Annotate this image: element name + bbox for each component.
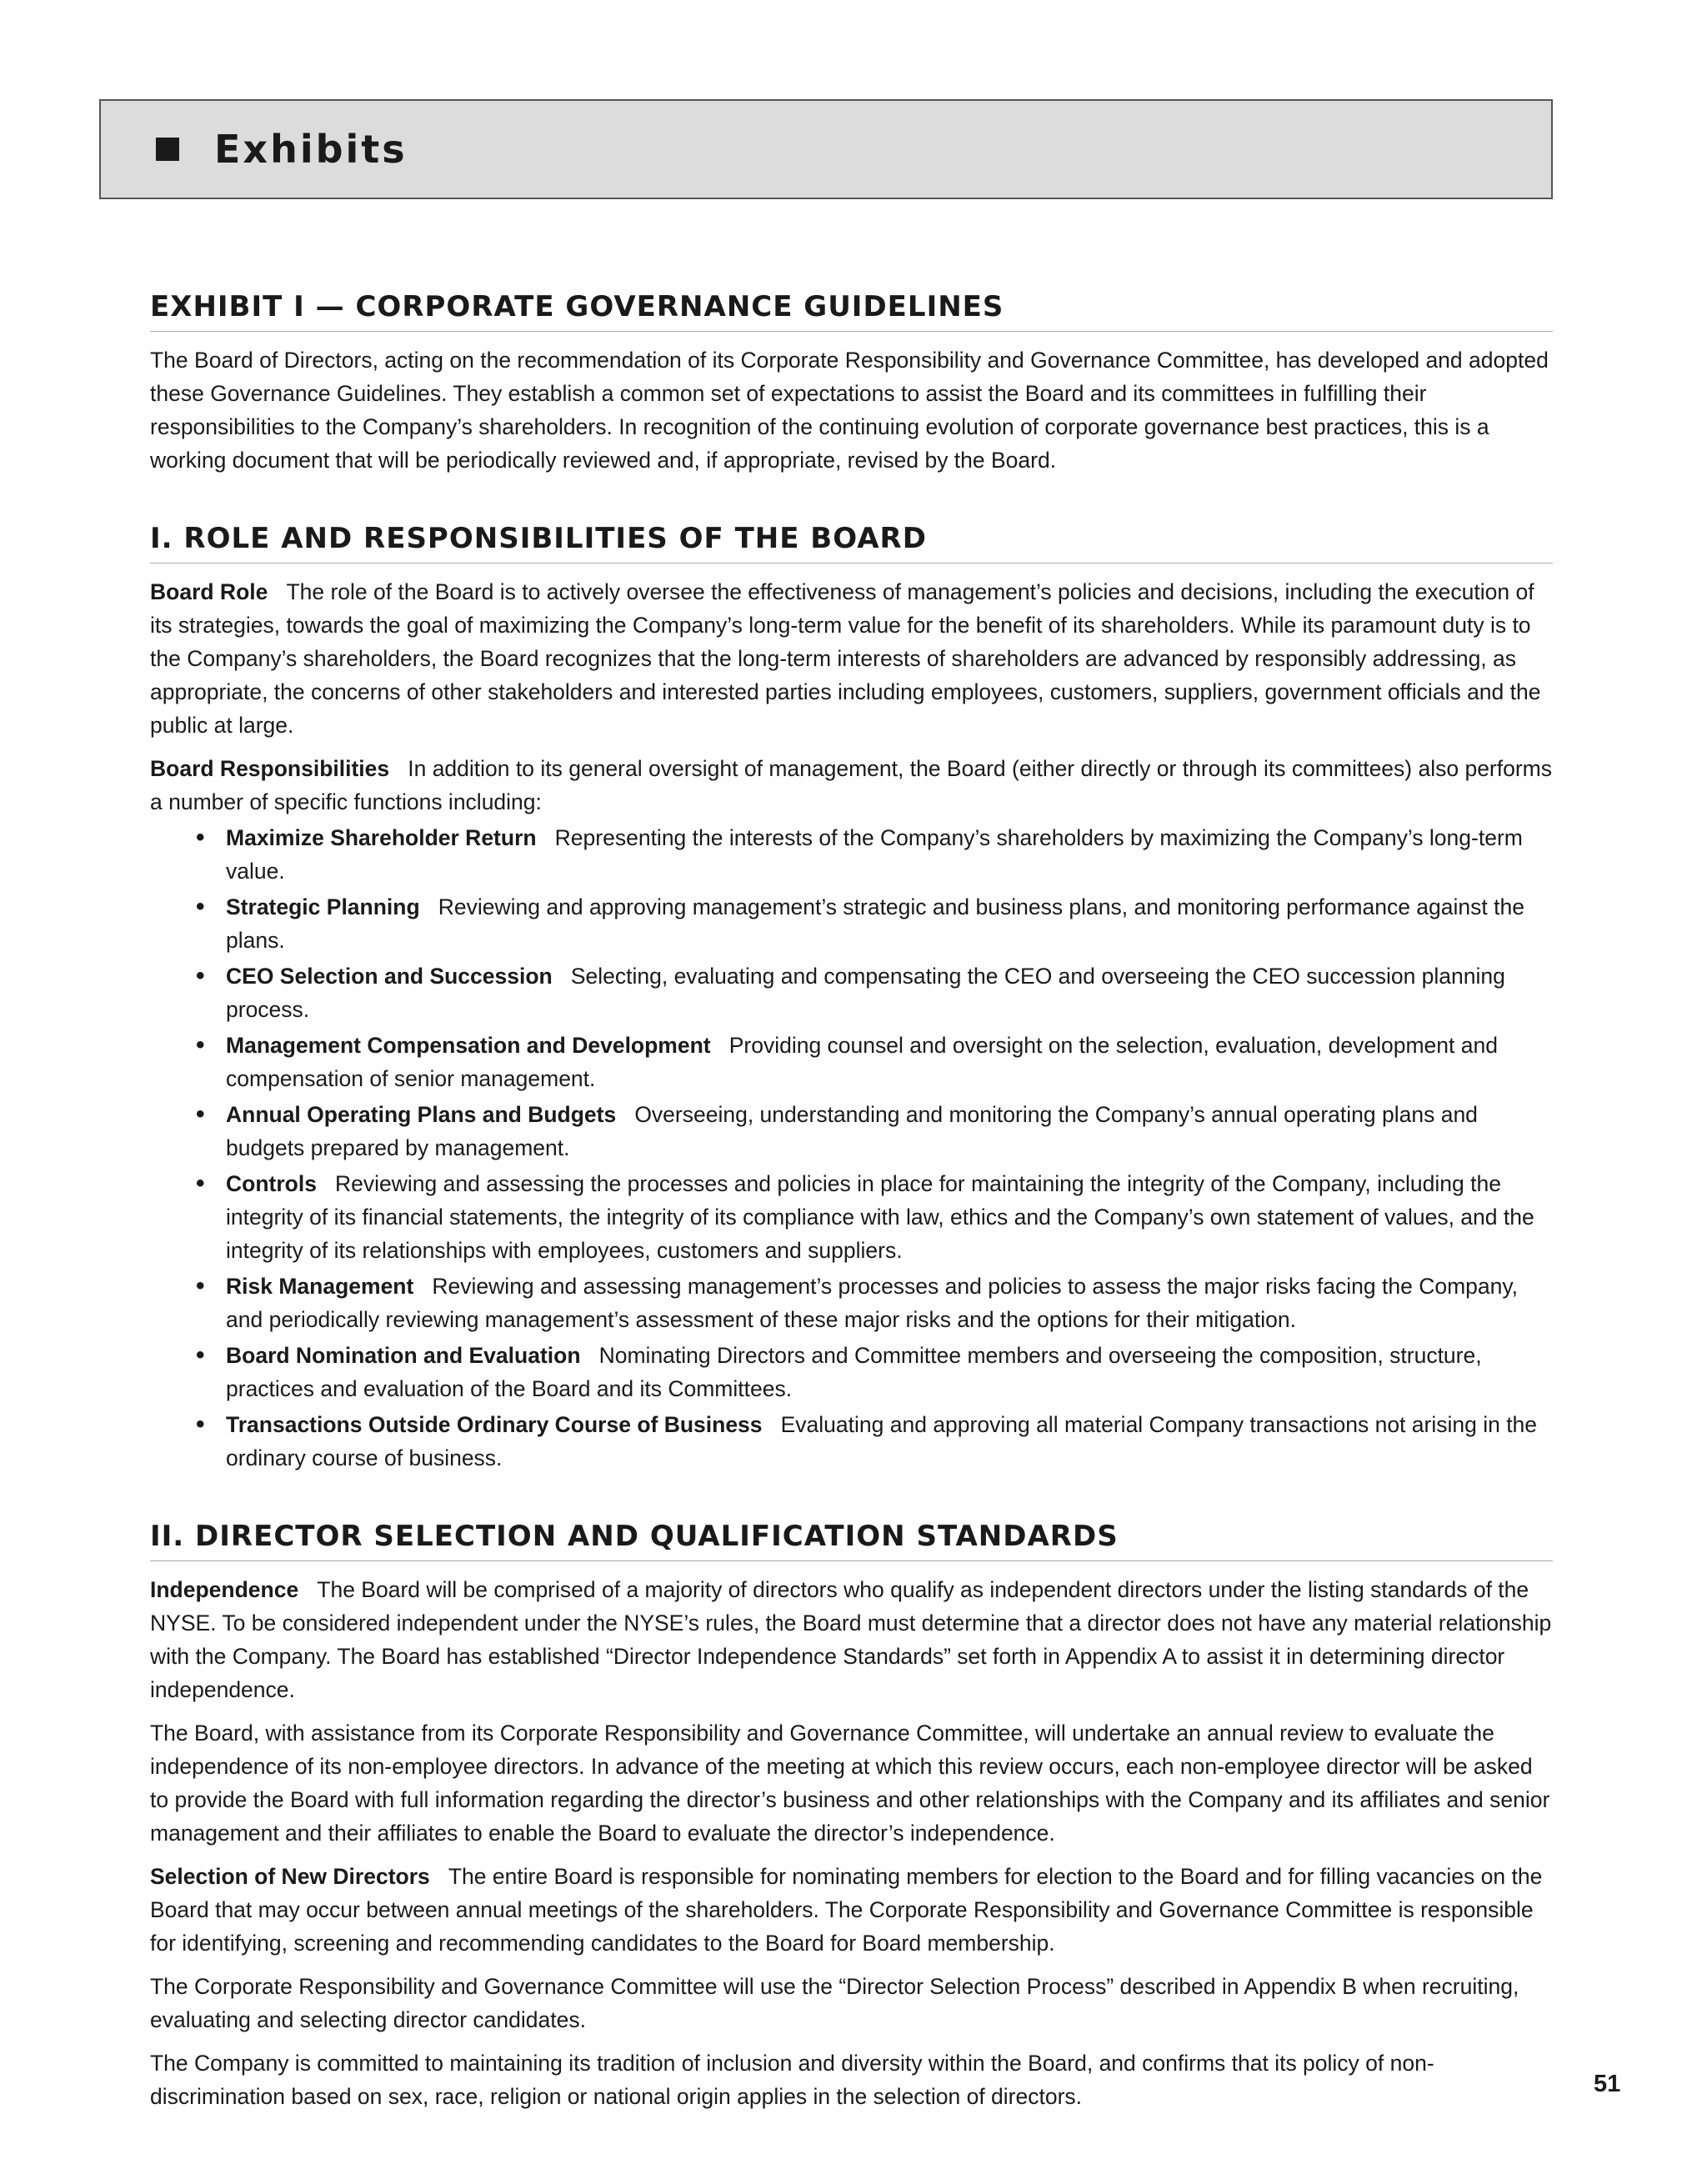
list-item [150, 1339, 1553, 1405]
selection-paragraph [150, 1860, 1553, 1960]
list-item-label: Annual Operating Plans and Budgets [226, 1102, 617, 1127]
list-item-text: Representing the interests of the Company’s shareholders by maximizing the Company’s long-term value. [226, 825, 1523, 884]
section-2-heading: II. DIRECTOR SELECTION AND QUALIFICATION STANDARDS [150, 1520, 1553, 1561]
list-item [150, 1098, 1553, 1165]
list-item-label: Transactions Outside Ordinary Course of Business [226, 1412, 763, 1437]
list-item-label: Controls [226, 1171, 317, 1196]
list-item-text: Providing counsel and oversight on the selection, evaluation, development and compensation of senior management. [226, 1033, 1498, 1091]
list-item-text: Evaluating and approving all material Company transactions not arising in the ordinary course of business. [226, 1412, 1538, 1470]
annual-review-paragraph: The Board, with assistance from its Corporate Responsibility and Governance Committee, will undertake an annual review to evaluate the independence of its non-employee directors. In advance of the meeting at which this review occurs, each non-employee director will be asked to provide the Board with full information regarding the director’s business and other relationships with the Company and its affiliates and senior management and their affiliates to enable the Board to evaluate the director’s independence. [150, 1721, 1550, 1846]
list-item-label: Strategic Planning [226, 894, 420, 919]
exhibit-intro: The Board of Directors, acting on the recommendation of its Corporate Responsibility and Governance Committee, has developed and adopted these Governance Guidelines. They establish a common set of expectations to assist the Board and its committees in fulfilling their responsibilities to the Company’s shareholders. In recognition of the continuing evolution of corporate governance best practices, this is a working document that will be periodically reviewed and, if appropriate, revised by the Board. [150, 348, 1549, 473]
list-item [150, 1408, 1553, 1475]
list-item [150, 959, 1553, 1026]
board-responsibilities-text: In addition to its general oversight of management, the Board (either directly or through its committees) also performs a number of specific functions including: [150, 756, 1553, 814]
list-item-label: Management Compensation and Development [226, 1033, 711, 1058]
board-responsibilities-label: Board Responsibilities [150, 756, 390, 781]
list-item-label: Maximize Shareholder Return [226, 825, 537, 850]
exhibit-heading: EXHIBIT I — CORPORATE GOVERNANCE GUIDELINES [150, 290, 1553, 332]
document-body [150, 290, 1553, 2113]
section-1-heading: I. ROLE AND RESPONSIBILITIES OF THE BOARD [150, 522, 1553, 564]
list-item-text: Overseeing, understanding and monitoring the Company’s annual operating plans and budgets prepared by management. [226, 1102, 1478, 1160]
list-item-label: CEO Selection and Succession [226, 964, 553, 989]
list-item-label: Risk Management [226, 1274, 414, 1299]
page-number: 51 [1594, 2071, 1621, 2097]
independence-text: The Board will be comprised of a majority of directors who qualify as independent directors under the listing standards of the NYSE. To be considered independent under the NYSE’s rules, the Board must determine that a director does not have any material relationship with the Company. The Board has established “Director Independence Standards” set forth in Appendix A to assist it in determining director independence. [150, 1577, 1552, 1702]
list-item [150, 1167, 1553, 1267]
list-item [150, 1270, 1553, 1336]
board-role-label: Board Role [150, 579, 268, 604]
square-bullet-icon [156, 138, 179, 161]
list-item-text: Nominating Directors and Committee members and overseeing the composition, structure, practices and evaluation of the Board and its Committees. [226, 1343, 1482, 1401]
independence-paragraph [150, 1573, 1553, 1706]
exhibits-banner [99, 99, 1553, 199]
list-item-text: Selecting, evaluating and compensating the CEO and overseeing the CEO succession planning process. [226, 964, 1505, 1022]
list-item-text: Reviewing and assessing management’s processes and policies to assess the major risks facing the Company, and periodically reviewing management’s assessment of these major risks and the options for their mitigation. [226, 1274, 1519, 1332]
list-item [150, 1029, 1553, 1095]
board-responsibilities-paragraph [150, 752, 1553, 819]
selection-process-paragraph: The Corporate Responsibility and Governance Committee will use the “Director Selection Process” described in Appendix B when recruiting, evaluating and selecting director candidates. [150, 1974, 1519, 2032]
diversity-paragraph: The Company is committed to maintaining its tradition of inclusion and diversity within the Board, and confirms that its policy of non-discrimination based on sex, race, religion or national origin applies in the selection of directors. [150, 2051, 1434, 2109]
board-role-paragraph [150, 575, 1553, 742]
board-role-text: The role of the Board is to actively oversee the effectiveness of management’s policies and decisions, including the execution of its strategies, towards the goal of maximizing the Company’s long-term value for the benefit of its shareholders. While its paramount duty is to the Company’s shareholders, the Board recognizes that the long-term interests of shareholders are advanced by responsibly addressing, as appropriate, the concerns of other stakeholders and interested parties including employees, customers, suppliers, government officials and the public at large. [150, 579, 1541, 738]
banner-title: Exhibits [214, 127, 408, 172]
list-item-label: Board Nomination and Evaluation [226, 1343, 581, 1368]
list-item [150, 821, 1553, 888]
responsibilities-list [150, 821, 1553, 1475]
independence-label: Independence [150, 1577, 299, 1602]
list-item-text: Reviewing and approving management’s strategic and business plans, and monitoring performance against the plans. [226, 894, 1524, 953]
list-item-text: Reviewing and assessing the processes and policies in place for maintaining the integrity of the Company, including the integrity of its financial statements, the integrity of its compliance with law, ethics and the Company’s own statement of values, and the integrity of its relationships with employees, customers and suppliers. [226, 1171, 1534, 1263]
selection-label: Selection of New Directors [150, 1864, 430, 1889]
selection-text: The entire Board is responsible for nominating members for election to the Board and for filling vacancies on the Board that may occur between annual meetings of the shareholders. The Corporate Responsibility and Governance Committee is responsible for identifying, screening and recommending candidates to the Board for Board membership. [150, 1864, 1543, 1956]
list-item [150, 890, 1553, 957]
